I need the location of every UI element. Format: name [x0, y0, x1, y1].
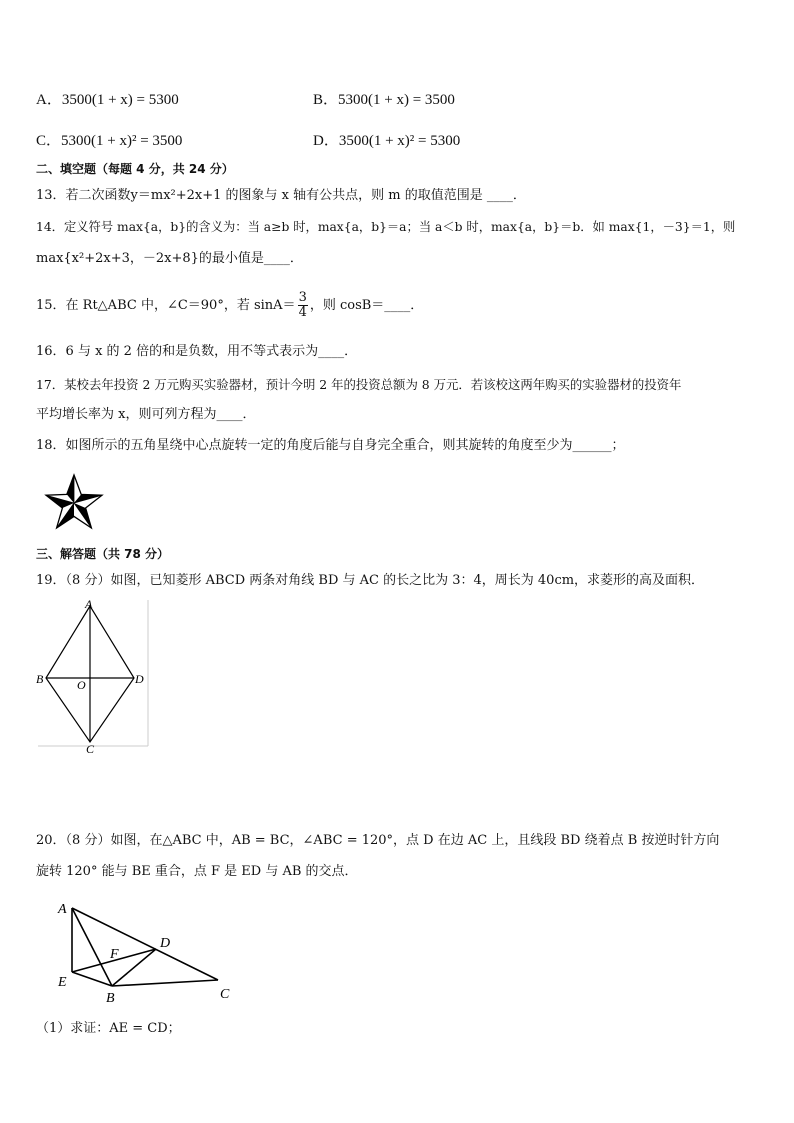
option-a — [36, 88, 179, 109]
question-15-before: 15．在 Rt△ABC 中，∠C＝90°，若 sinA＝ — [36, 298, 296, 313]
star-figure — [40, 473, 108, 533]
rhombus-label-a: A — [85, 597, 93, 611]
question-14-line-1: 14．定义符号 max{a，b}的含义为：当 a≥b 时，max{a，b}＝a；当 a＜b 时，max{a，b}＝b．如 max{1，－3}＝1，则 — [36, 220, 736, 234]
rhombus-lines — [46, 606, 134, 742]
rhombus-label-c: C — [86, 742, 95, 756]
question-15 — [36, 286, 423, 326]
question-14-line-2: max{x²+2x+3，－2x+8}的最小值是____． — [36, 251, 303, 266]
option-a-label: A． — [36, 92, 62, 108]
option-b-expr: 5300(1 + x) = 3500 — [338, 92, 455, 108]
fraction-3-4 — [298, 291, 308, 320]
question-17-line-1: 17．某校去年投资 2 万元购买实验器材，预计今明 2 年的投资总额为 8 万元．若该校这两年购买的实验器材的投资年 — [36, 377, 682, 392]
triangle-figure — [54, 894, 244, 1006]
question-16: 16．6 与 x 的 2 倍的和是负数，用不等式表示为____． — [36, 344, 358, 359]
option-c-label: C． — [36, 133, 62, 149]
question-13: 13．若二次函数y＝mx²+2x+1 的图象与 x 轴有公共点，则 m 的取值范围是 ____． — [36, 188, 526, 203]
question-20-part-1: （1）求证：AE = CD； — [36, 1021, 181, 1036]
segment-bc — [112, 980, 218, 986]
triangle-lines — [72, 908, 218, 986]
option-d — [313, 129, 460, 150]
section-heading-solutions: 三、解答题（共 78 分） — [36, 547, 170, 561]
section-heading-fill-in: 二、填空题（每题 4 分，共 24 分） — [36, 162, 234, 176]
rhombus-figure — [34, 596, 154, 758]
rhombus-label-b: B — [36, 672, 44, 686]
question-19: 19．（8 分）如图，已知菱形 ABCD 两条对角线 BD 与 AC 的长之比为 3：4，周长为 40cm，求菱形的高及面积． — [36, 573, 705, 588]
fraction-denominator: 4 — [298, 305, 307, 320]
triangle-label-a: A — [58, 902, 67, 917]
question-17-line-2: 平均增长率为 x，则可列方程为____． — [36, 407, 256, 422]
segment-ac — [72, 908, 218, 980]
question-20-line-2: 旋转 120° 能与 BE 重合，点 F 是 ED 与 AB 的交点． — [36, 864, 358, 879]
option-a-expr: 3500(1 + x) = 5300 — [61, 92, 179, 108]
triangle-label-f: F — [110, 947, 119, 962]
option-d-label: D． — [313, 133, 339, 149]
rhombus-label-d: D — [135, 672, 144, 686]
fraction-numerator: 3 — [298, 290, 307, 305]
triangle-label-b: B — [106, 991, 115, 1006]
question-20-line-1: 20．（8 分）如图，在△ABC 中，AB = BC，∠ABC = 120°，点 D 在边 AC 上，且线段 BD 绕着点 B 按逆时针方向 — [36, 833, 720, 848]
option-c — [36, 129, 182, 150]
option-b-label: B． — [313, 92, 339, 108]
option-d-expr: 3500(1 + x)² = 5300 — [338, 133, 461, 149]
triangle-label-e: E — [58, 975, 67, 990]
option-b — [313, 88, 455, 109]
triangle-label-d: D — [160, 936, 171, 951]
question-15-after: ，则 cosB＝____． — [309, 298, 424, 313]
option-c-expr: 5300(1 + x)² = 3500 — [61, 133, 183, 149]
question-18: 18．如图所示的五角星绕中心点旋转一定的角度后能与自身完全重合，则其旋转的角度至少为______； — [36, 438, 625, 453]
triangle-label-c: C — [220, 987, 230, 1002]
rhombus-label-o: O — [77, 678, 86, 692]
